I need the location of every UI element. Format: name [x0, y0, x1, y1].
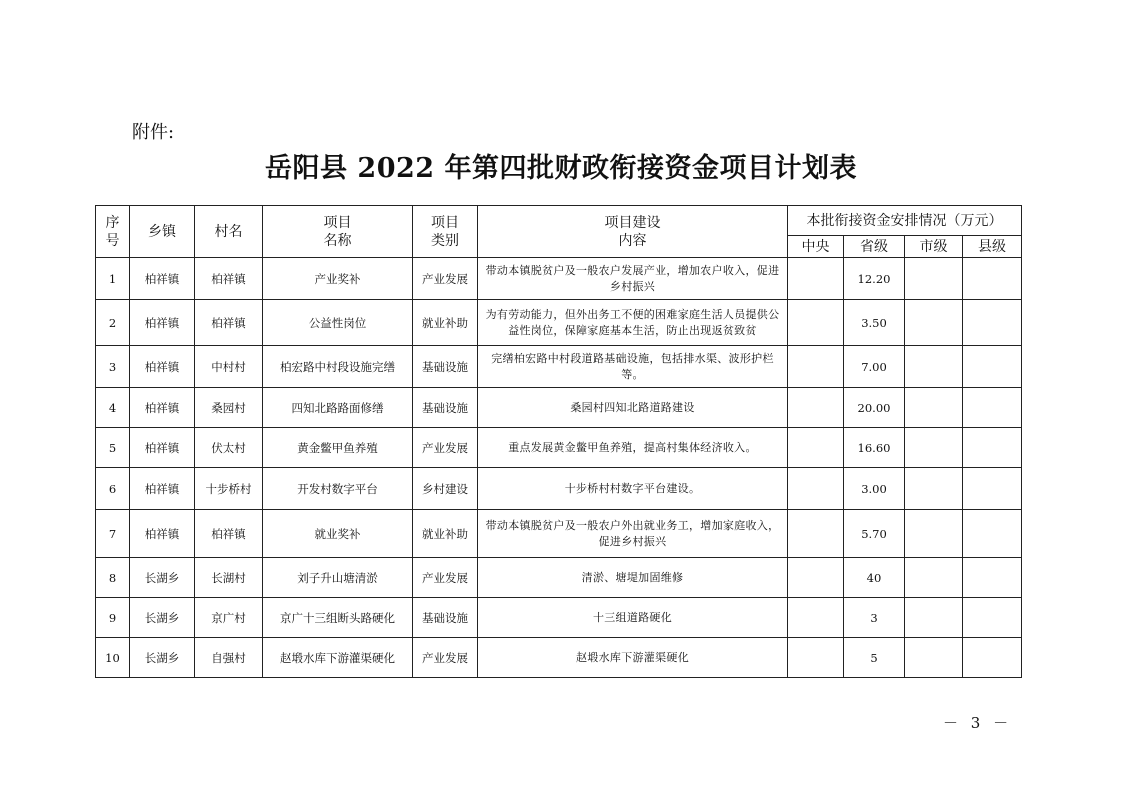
- cell-county: [963, 598, 1022, 638]
- cell-project-content: 带动本镇脱贫户及一般农户外出就业务工，增加家庭收入，促进乡村振兴: [478, 510, 788, 558]
- table-row: [96, 388, 1022, 428]
- cell-city: [905, 468, 963, 510]
- cell-project-content: 重点发展黄金鳖甲鱼养殖，提高村集体经济收入。: [478, 428, 788, 468]
- cell-county: [963, 468, 1022, 510]
- cell-township: 长湖乡: [130, 638, 195, 678]
- cell-city: [905, 346, 963, 388]
- cell-project-type: 产业发展: [413, 638, 478, 678]
- cell-village: 柏祥镇: [195, 510, 263, 558]
- table-row: [96, 638, 1022, 678]
- header-city: 市级: [905, 236, 963, 258]
- cell-city: [905, 428, 963, 468]
- cell-township: 长湖乡: [130, 598, 195, 638]
- cell-project-type: 就业补助: [413, 510, 478, 558]
- cell-project-content: 十三组道路硬化: [478, 598, 788, 638]
- cell-county: [963, 558, 1022, 598]
- cell-village: 自强村: [195, 638, 263, 678]
- cell-city: [905, 510, 963, 558]
- cell-village: 京广村: [195, 598, 263, 638]
- cell-seq: 2: [96, 300, 130, 346]
- cell-province: 7.00: [844, 346, 905, 388]
- cell-project-content: 赵塅水库下游灌渠硬化: [478, 638, 788, 678]
- cell-central: [788, 346, 844, 388]
- cell-central: [788, 258, 844, 300]
- cell-county: [963, 638, 1022, 678]
- cell-city: [905, 598, 963, 638]
- cell-central: [788, 558, 844, 598]
- cell-province: 5: [844, 638, 905, 678]
- cell-county: [963, 300, 1022, 346]
- cell-city: [905, 558, 963, 598]
- cell-project-name: 四知北路路面修缮: [263, 388, 413, 428]
- cell-project-name: 京广十三组断头路硬化: [263, 598, 413, 638]
- cell-county: [963, 428, 1022, 468]
- table-row: [96, 300, 1022, 346]
- page-number: － 3 －: [943, 714, 1013, 732]
- header-central: 中央: [788, 236, 844, 258]
- cell-project-name: 产业奖补: [263, 258, 413, 300]
- cell-province: 3.00: [844, 468, 905, 510]
- cell-central: [788, 510, 844, 558]
- cell-seq: 9: [96, 598, 130, 638]
- table-row: [96, 558, 1022, 598]
- table-row: [96, 428, 1022, 468]
- header-province: 省级: [844, 236, 905, 258]
- cell-province: 20.00: [844, 388, 905, 428]
- table-row: [96, 510, 1022, 558]
- cell-central: [788, 300, 844, 346]
- cell-project-name: 柏宏路中村段设施完缮: [263, 346, 413, 388]
- cell-province: 5.70: [844, 510, 905, 558]
- cell-village: 十步桥村: [195, 468, 263, 510]
- cell-project-type: 产业发展: [413, 558, 478, 598]
- cell-project-content: 完缮柏宏路中村段道路基础设施，包括排水渠、波形护栏等。: [478, 346, 788, 388]
- cell-township: 柏祥镇: [130, 428, 195, 468]
- cell-project-name: 黄金鳖甲鱼养殖: [263, 428, 413, 468]
- header-township: 乡镇: [130, 206, 195, 258]
- cell-project-content: 带动本镇脱贫户及一般农户发展产业，增加农户收入，促进乡村振兴: [478, 258, 788, 300]
- cell-seq: 1: [96, 258, 130, 300]
- cell-village: 桑园村: [195, 388, 263, 428]
- cell-province: 12.20: [844, 258, 905, 300]
- header-project-content: 项目建设 内容: [478, 206, 788, 258]
- header-funds-group: 本批衔接资金安排情况（万元）: [788, 206, 1022, 236]
- cell-project-content: 为有劳动能力，但外出务工不便的困难家庭生活人员提供公益性岗位，保障家庭基本生活，防止出现返贫致贫: [478, 300, 788, 346]
- cell-project-type: 就业补助: [413, 300, 478, 346]
- cell-township: 柏祥镇: [130, 258, 195, 300]
- cell-project-type: 产业发展: [413, 428, 478, 468]
- header-project-name: 项目 名称: [263, 206, 413, 258]
- cell-province: 16.60: [844, 428, 905, 468]
- cell-project-type: 产业发展: [413, 258, 478, 300]
- cell-county: [963, 388, 1022, 428]
- header-seq: 序 号: [96, 206, 130, 258]
- cell-township: 柏祥镇: [130, 510, 195, 558]
- cell-seq: 3: [96, 346, 130, 388]
- cell-project-content: 桑园村四知北路道路建设: [478, 388, 788, 428]
- table-body: [96, 258, 1022, 678]
- cell-seq: 8: [96, 558, 130, 598]
- cell-county: [963, 258, 1022, 300]
- header-county: 县级: [963, 236, 1022, 258]
- cell-central: [788, 598, 844, 638]
- table-row: [96, 468, 1022, 510]
- cell-project-type: 基础设施: [413, 388, 478, 428]
- cell-village: 中村村: [195, 346, 263, 388]
- cell-project-content: 清淤、塘堤加固维修: [478, 558, 788, 598]
- cell-township: 柏祥镇: [130, 300, 195, 346]
- cell-project-name: 开发村数字平台: [263, 468, 413, 510]
- cell-village: 柏祥镇: [195, 258, 263, 300]
- cell-project-name: 赵塅水库下游灌渠硬化: [263, 638, 413, 678]
- cell-city: [905, 638, 963, 678]
- cell-township: 柏祥镇: [130, 388, 195, 428]
- cell-central: [788, 428, 844, 468]
- cell-village: 柏祥镇: [195, 300, 263, 346]
- cell-project-name: 刘子升山塘清淤: [263, 558, 413, 598]
- cell-central: [788, 388, 844, 428]
- table-row: [96, 346, 1022, 388]
- cell-central: [788, 468, 844, 510]
- project-plan-table: [95, 205, 1022, 678]
- cell-project-type: 基础设施: [413, 598, 478, 638]
- cell-seq: 5: [96, 428, 130, 468]
- cell-project-type: 基础设施: [413, 346, 478, 388]
- cell-county: [963, 346, 1022, 388]
- cell-seq: 4: [96, 388, 130, 428]
- cell-seq: 7: [96, 510, 130, 558]
- cell-province: 3: [844, 598, 905, 638]
- header-project-type: 项目 类别: [413, 206, 478, 258]
- attachment-label: 附件:: [132, 122, 175, 143]
- cell-township: 长湖乡: [130, 558, 195, 598]
- cell-project-name: 公益性岗位: [263, 300, 413, 346]
- cell-city: [905, 258, 963, 300]
- header-village: 村名: [195, 206, 263, 258]
- cell-township: 柏祥镇: [130, 346, 195, 388]
- page-title: 岳阳县 2022 年第四批财政衔接资金项目计划表: [265, 153, 857, 184]
- cell-project-type: 乡村建设: [413, 468, 478, 510]
- cell-village: 长湖村: [195, 558, 263, 598]
- cell-project-name: 就业奖补: [263, 510, 413, 558]
- cell-village: 伏太村: [195, 428, 263, 468]
- cell-project-content: 十步桥村村数字平台建设。: [478, 468, 788, 510]
- table-row: [96, 598, 1022, 638]
- cell-province: 40: [844, 558, 905, 598]
- cell-province: 3.50: [844, 300, 905, 346]
- cell-city: [905, 300, 963, 346]
- table-row: [96, 258, 1022, 300]
- cell-city: [905, 388, 963, 428]
- cell-county: [963, 510, 1022, 558]
- cell-central: [788, 638, 844, 678]
- cell-seq: 6: [96, 468, 130, 510]
- cell-seq: 10: [96, 638, 130, 678]
- cell-township: 柏祥镇: [130, 468, 195, 510]
